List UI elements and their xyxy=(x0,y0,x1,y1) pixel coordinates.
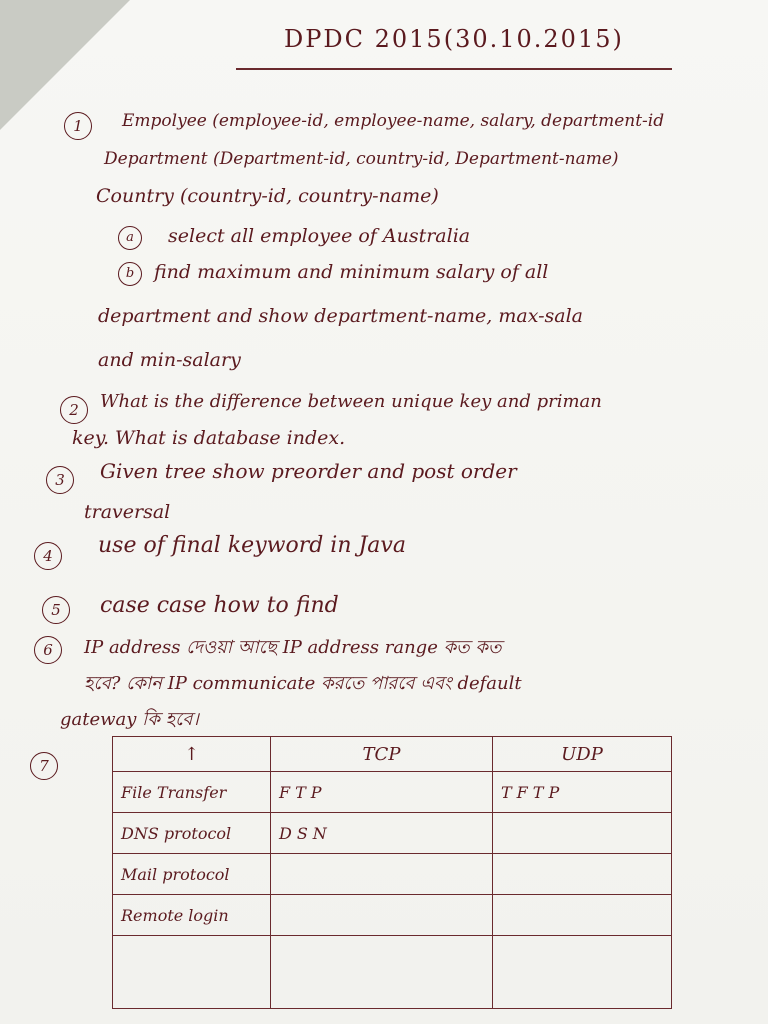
udp-cell xyxy=(493,813,672,854)
tcp-cell xyxy=(271,895,493,936)
question-2-number: 2 xyxy=(60,396,88,424)
question-3-number: 3 xyxy=(46,466,74,494)
tcp-cell xyxy=(271,936,493,1009)
q3-line-2: traversal xyxy=(84,501,171,523)
question-1-number: 1 xyxy=(64,112,92,140)
q1-a-text: select all employee of Australia xyxy=(168,225,471,247)
tcp-cell: FTP xyxy=(271,772,493,813)
q1-b-line-1: find maximum and minimum salary of all xyxy=(154,261,549,283)
q2-line-2: key. What is database index. xyxy=(72,427,346,449)
q1-line-2: Department (Department-id, country-id, Department-name) xyxy=(104,149,619,169)
title-underline xyxy=(236,68,672,70)
tcp-cell: DSN xyxy=(271,813,493,854)
q1-b-line-2: department and show department-name, max-sala xyxy=(98,305,583,327)
q6-line-2: হবে? কোন IP communicate করতে পারবে এবং default xyxy=(84,673,522,694)
table-header-row xyxy=(113,737,672,772)
question-6-number: 6 xyxy=(34,636,62,664)
q3-line-1: Given tree show preorder and post order xyxy=(100,459,517,483)
page-title: DPDC 2015(30.10.2015) xyxy=(284,25,624,53)
header-cell-1: ↑ xyxy=(113,737,271,772)
protocol-table xyxy=(112,736,672,1009)
udp-cell xyxy=(493,854,672,895)
q1-line-3: Country (country-id, country-name) xyxy=(96,185,439,207)
table-row xyxy=(113,936,672,1009)
question-5-number: 5 xyxy=(42,596,70,624)
udp-cell xyxy=(493,936,672,1009)
q5-line-1: case case how to find xyxy=(100,593,339,618)
row-label: Mail protocol xyxy=(113,854,271,895)
question-7-number: 7 xyxy=(30,752,58,780)
table-row xyxy=(113,895,672,936)
udp-cell xyxy=(493,895,672,936)
q1-b-marker: b xyxy=(118,262,142,286)
q4-line-1: use of final keyword in Java xyxy=(98,533,406,558)
q1-line-1: Empolyee (employee-id, employee-name, salary, department-id xyxy=(122,111,665,131)
row-label: File Transfer xyxy=(113,772,271,813)
table-row xyxy=(113,813,672,854)
row-label: Remote login xyxy=(113,895,271,936)
table-row xyxy=(113,854,672,895)
table-row xyxy=(113,772,672,813)
row-label: DNS protocol xyxy=(113,813,271,854)
q6-line-3: gateway কি হবে। xyxy=(60,709,199,730)
q1-b-line-3: and min-salary xyxy=(98,349,241,371)
header-cell-tcp: TCP xyxy=(271,737,493,772)
tcp-cell xyxy=(271,854,493,895)
folded-corner xyxy=(0,0,130,130)
q6-line-1: IP address দেওয়া আছে IP address range কত কত xyxy=(84,637,502,658)
header-cell-udp: UDP xyxy=(493,737,672,772)
q1-a-marker: a xyxy=(118,226,142,250)
q2-line-1: What is the difference between unique key and priman xyxy=(100,391,602,412)
question-4-number: 4 xyxy=(34,542,62,570)
row-label xyxy=(113,936,271,1009)
udp-cell: TFTP xyxy=(493,772,672,813)
